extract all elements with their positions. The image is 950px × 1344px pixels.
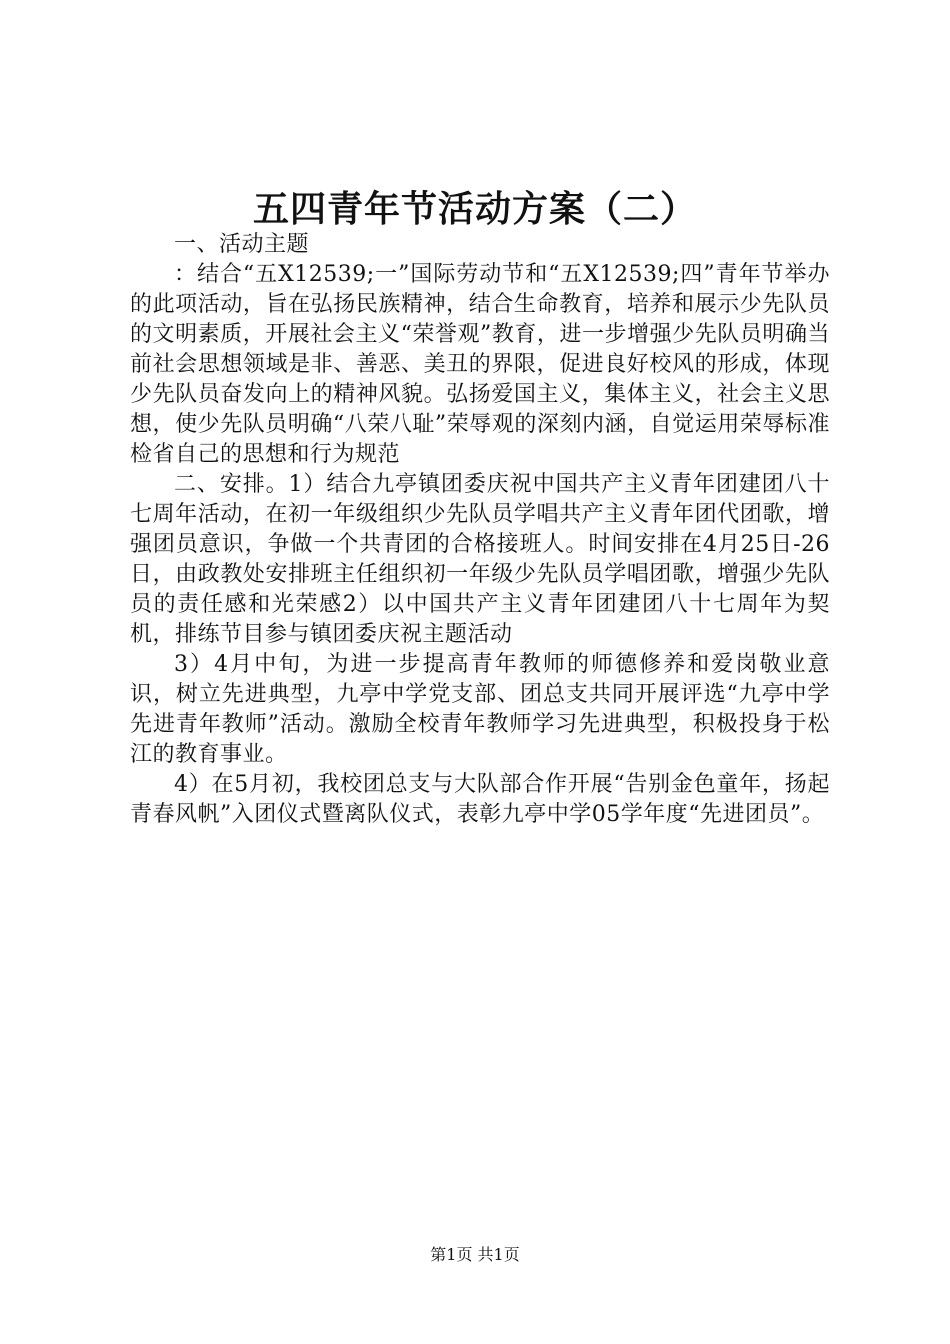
document-body	[130, 230, 830, 830]
paragraph-theme-description: ：结合“五X12539;一”国际劳动节和“五X12539;四”青年节举办的此项活动，旨在弘扬民族精神，结合生命教育，培养和展示少先队员的文明素质，开展社会主义“荣誉观”教育，进一步增强少先队员明确当前社会思想领域是非、善恶、美丑的界限，促进良好校风的形成，体现少先队员奋发向上的精神风貌。弘扬爱国主义，集体主义，社会主义思想，使少先队员明确“八荣八耻”荣辱观的深刻内涵，自觉运用荣辱标准检省自己的思想和行为规范	[130, 262, 830, 467]
section-heading-theme: 一、活动主题	[174, 232, 310, 257]
paragraph-arrangement: 二、安排。1）结合九亭镇团委庆祝中国共产主义青年团建团八十七周年活动，在初一年级组织少先队员学唱共产主义青年团代团歌，增强团员意识，争做一个共青团的合格接班人。时间安排在4月25日-26日，由政教处安排班主任组织初一年级少先队员学唱团歌，增强少先队员的责任感和光荣感2）以中国共产主义青年团建团八十七周年为契机，排练节目参与镇团委庆祝主题活动	[130, 472, 830, 647]
paragraph-item-4: 4）在5月初，我校团总支与大队部合作开展“告别金色童年，扬起青春风帆”入团仪式暨离队仪式，表彰九亭中学05学年度“先进团员”。	[130, 772, 830, 827]
paragraph-item-3: 3）4月中旬，为进一步提高青年教师的师德修养和爱岗敬业意识，树立先进典型，九亭中学党支部、团总支共同开展评选“九亭中学先进青年教师”活动。激励全校青年教师学习先进典型，积极投身于松江的教育事业。	[130, 652, 830, 767]
document-title: 五四青年节活动方案（二）	[252, 188, 697, 230]
page-number-footer: 第1页 共1页	[430, 1245, 520, 1264]
